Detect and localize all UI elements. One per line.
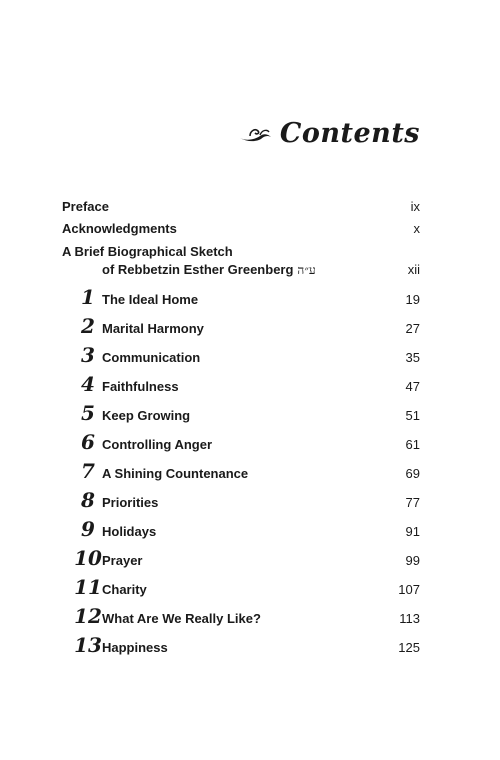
toc-entry-preface[interactable] [62, 199, 420, 221]
chapter-number: 3 [81, 343, 95, 367]
toc-entry-acknowledgments[interactable] [62, 221, 420, 243]
chapter-entry[interactable] [62, 461, 420, 490]
toc-entry-title: Acknowledgments [62, 221, 177, 236]
chapter-page: 107 [398, 582, 420, 597]
chapter-entry[interactable] [62, 287, 420, 316]
toc-entry-biography[interactable] [62, 244, 420, 278]
chapter-number: 12 [74, 604, 102, 628]
chapter-title: Happiness [102, 640, 168, 655]
page-title: Contents [279, 118, 420, 149]
chapter-list [62, 287, 420, 664]
toc-entry-page: x [413, 221, 420, 236]
chapter-title: Priorities [102, 495, 159, 510]
chapter-title: Faithfulness [102, 379, 179, 394]
flourish-ornament-icon [238, 125, 274, 143]
chapter-entry[interactable] [62, 548, 420, 577]
chapter-title: The Ideal Home [102, 292, 199, 307]
toc-entry-page: ix [410, 199, 420, 214]
chapter-title: Charity [102, 582, 147, 597]
chapter-number: 2 [81, 314, 95, 338]
chapter-page: 27 [405, 321, 420, 336]
chapter-page: 99 [405, 553, 420, 568]
chapter-number: 1 [81, 285, 95, 309]
chapter-number: 6 [81, 430, 95, 454]
chapter-number: 7 [81, 459, 95, 483]
chapter-page: 77 [405, 495, 420, 510]
chapter-entry[interactable] [62, 490, 420, 519]
toc-entry-title: Preface [62, 199, 109, 214]
chapter-title: Marital Harmony [102, 321, 204, 336]
hebrew-honorific: ע״ה [297, 263, 316, 277]
chapter-number: 8 [81, 488, 95, 512]
chapter-number: 4 [81, 372, 95, 396]
chapter-title: Controlling Anger [102, 437, 213, 452]
chapter-page: 113 [399, 611, 420, 626]
chapter-title: Prayer [102, 553, 143, 568]
chapter-entry[interactable] [62, 606, 420, 635]
front-matter-list [62, 199, 420, 243]
chapter-number: 13 [74, 633, 102, 657]
chapter-page: 35 [405, 350, 420, 365]
chapter-number: 5 [81, 401, 95, 425]
chapter-page: 69 [405, 466, 420, 481]
chapter-title: Holidays [102, 524, 157, 539]
toc-entry-page: xii [407, 262, 420, 277]
chapter-entry[interactable] [62, 403, 420, 432]
chapter-number: 11 [74, 575, 102, 599]
chapter-entry[interactable] [62, 519, 420, 548]
chapter-page: 47 [405, 379, 420, 394]
chapter-page: 91 [405, 524, 420, 539]
chapter-entry[interactable] [62, 432, 420, 461]
chapter-entry[interactable] [62, 577, 420, 606]
chapter-title: Keep Growing [102, 408, 191, 423]
chapter-entry[interactable] [62, 635, 420, 664]
chapter-page: 19 [405, 292, 420, 307]
chapter-entry[interactable] [62, 316, 420, 345]
biography-title-line2: of Rebbetzin Esther Greenberg [102, 262, 294, 277]
chapter-title: Communication [102, 350, 201, 365]
chapter-title: A Shining Countenance [102, 466, 249, 481]
chapter-page: 61 [405, 437, 420, 452]
biography-title-line1: A Brief Biographical Sketch [62, 244, 233, 259]
chapter-entry[interactable] [62, 374, 420, 403]
contents-heading [238, 118, 420, 149]
chapter-page: 125 [398, 640, 420, 655]
chapter-title: What Are We Really Like? [102, 611, 261, 626]
chapter-number: 10 [74, 546, 102, 570]
chapter-number: 9 [81, 517, 95, 541]
chapter-page: 51 [405, 408, 420, 423]
chapter-entry[interactable] [62, 345, 420, 374]
